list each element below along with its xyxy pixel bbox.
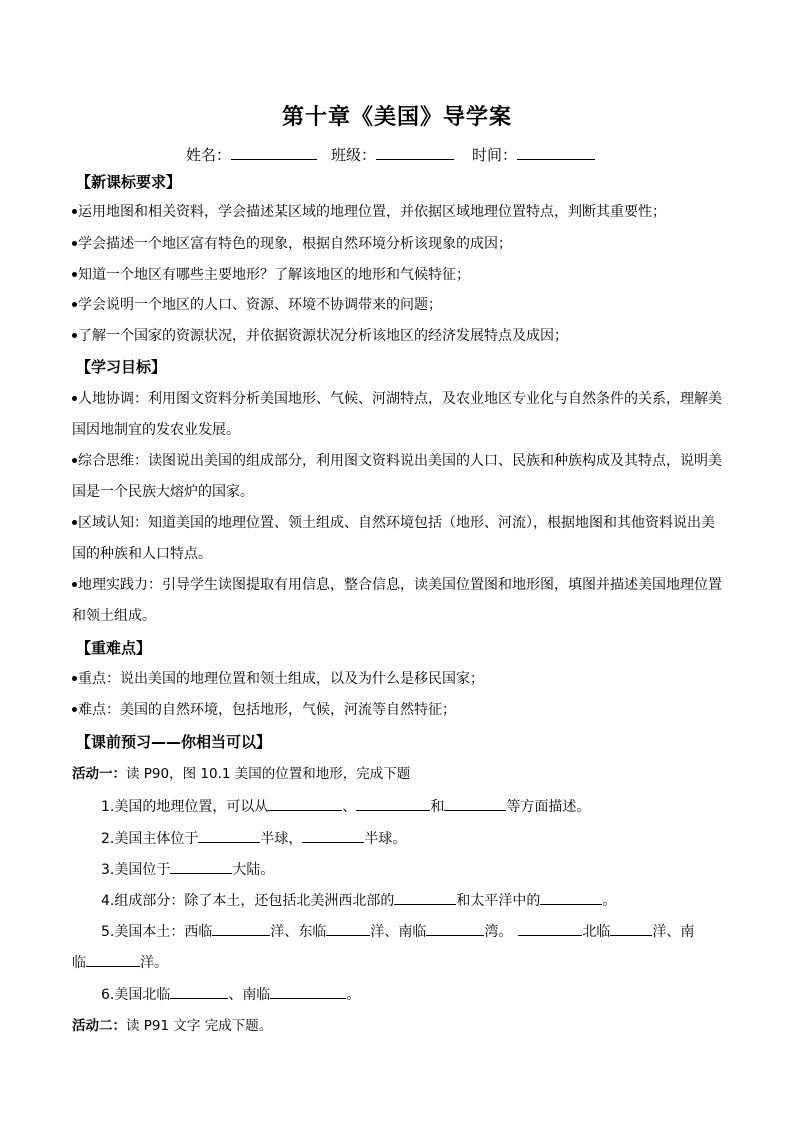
bullet-icon — [72, 676, 77, 681]
bullet-icon — [72, 520, 77, 525]
activity-one-intro: 活动一：读 P90，图 10.1 美国的位置和地形，完成下题 — [72, 766, 411, 782]
bullet-icon — [72, 272, 77, 277]
answer-blank[interactable] — [212, 921, 270, 936]
bullet-icon — [72, 707, 77, 712]
answer-blank[interactable] — [198, 828, 260, 843]
answer-blank[interactable] — [518, 921, 582, 936]
answer-blank[interactable] — [426, 921, 484, 936]
name-label: 姓名： — [186, 146, 232, 164]
list-item: 知道一个地区有哪些主要地形？了解该地区的地形和气候特征； — [72, 265, 470, 285]
list-item-continued: 国因地制宜的发农业发展。 — [72, 422, 240, 438]
answer-blank[interactable] — [270, 984, 346, 999]
class-blank[interactable] — [376, 144, 454, 160]
list-item: 学会说明一个地区的人口、资源、环境不协调带来的问题； — [72, 295, 442, 315]
bullet-icon — [72, 458, 77, 463]
activity-one-label: 活动一： — [72, 766, 126, 782]
answer-blank[interactable] — [170, 984, 228, 999]
list-item: 学会描述一个地区富有特色的现象，根据自然环境分析该现象的成因； — [72, 234, 512, 254]
bullet-icon — [72, 582, 77, 587]
answer-blank[interactable] — [356, 796, 430, 811]
list-item: 人地协调：利用图文资料分析美国地形、气候、河湖特点，及农业地区专业化与自然条件的关系，理解美 — [72, 389, 722, 409]
section-heading-objectives: 【学习目标】 — [76, 358, 167, 376]
list-item: 综合思维：读图说出美国的组成部分，利用图文资料说出美国的人口、民族和种族构成及其特点，说明美 — [72, 451, 722, 471]
list-item: 难点：美国的自然环境，包括地形，气候，河流等自然特征； — [72, 700, 456, 720]
answer-blank[interactable] — [268, 796, 342, 811]
list-item: 区域认知：知道美国的地理位置、领土组成、自然环境包括（地形、河流），根据地图和其他资料说出美 — [72, 513, 715, 533]
list-item: 地理实践力：引导学生读图提取有用信息，整合信息，读美国位置图和地形图，填图并描述美国地理位置 — [72, 575, 722, 595]
question-6: 6.美国北临 、南临 。 — [101, 984, 360, 1005]
answer-blank[interactable] — [86, 952, 140, 967]
activity-two-label: 活动二： — [72, 1018, 126, 1034]
answer-blank[interactable] — [302, 828, 364, 843]
list-item-continued: 国的种族和人口特点。 — [72, 546, 212, 562]
answer-blank[interactable] — [540, 890, 602, 905]
question-4: 4.组成部分：除了本土，还包括北美洲西北部的 和太平洋中的 。 — [101, 890, 616, 911]
section-heading-key-points: 【重难点】 — [76, 639, 152, 657]
answer-blank[interactable] — [610, 921, 652, 936]
section-heading-standards: 【新课标要求】 — [76, 173, 182, 191]
question-5-continued: 临 洋。 — [72, 952, 168, 973]
student-info-row — [186, 144, 595, 165]
question-5: 5.美国本土：西临 洋、东临 洋、南临 湾。 北临 洋、南 — [101, 921, 694, 942]
list-item: 运用地图和相关资料，学会描述某区域的地理位置，并依据区域地理位置特点，判断其重要性； — [72, 202, 666, 222]
list-item: 重点：说出美国的地理位置和领土组成，以及为什么是移民国家； — [72, 669, 484, 689]
page-title: 第十章《美国》导学案 — [281, 105, 512, 130]
bullet-icon — [72, 302, 77, 307]
question-3: 3.美国位于 大陆。 — [101, 859, 274, 880]
time-label: 时间： — [472, 146, 518, 164]
answer-blank[interactable] — [170, 859, 232, 874]
list-item-continued: 和领土组成。 — [72, 608, 156, 624]
section-heading-preview: 【课前预习——你相当可以】 — [76, 733, 272, 751]
answer-blank[interactable] — [394, 890, 456, 905]
bullet-icon — [72, 396, 77, 401]
activity-two-intro: 活动二：读 P91 文字 完成下题。 — [72, 1018, 273, 1034]
question-1: 1.美国的地理位置，可以从 、 和 等方面描述。 — [101, 796, 590, 817]
bullet-icon — [72, 209, 77, 214]
answer-blank[interactable] — [444, 796, 506, 811]
question-2: 2.美国主体位于 半球， 半球。 — [101, 828, 406, 849]
name-blank[interactable] — [231, 144, 317, 160]
answer-blank[interactable] — [326, 921, 370, 936]
time-blank[interactable] — [517, 144, 595, 160]
bullet-icon — [72, 241, 77, 246]
bullet-icon — [72, 333, 77, 338]
list-item: 了解一个国家的资源状况，并依据资源状况分析该地区的经济发展特点及成因； — [72, 326, 568, 346]
class-label: 班级： — [331, 146, 377, 164]
list-item-continued: 国是一个民族大熔炉的国家。 — [72, 484, 254, 500]
